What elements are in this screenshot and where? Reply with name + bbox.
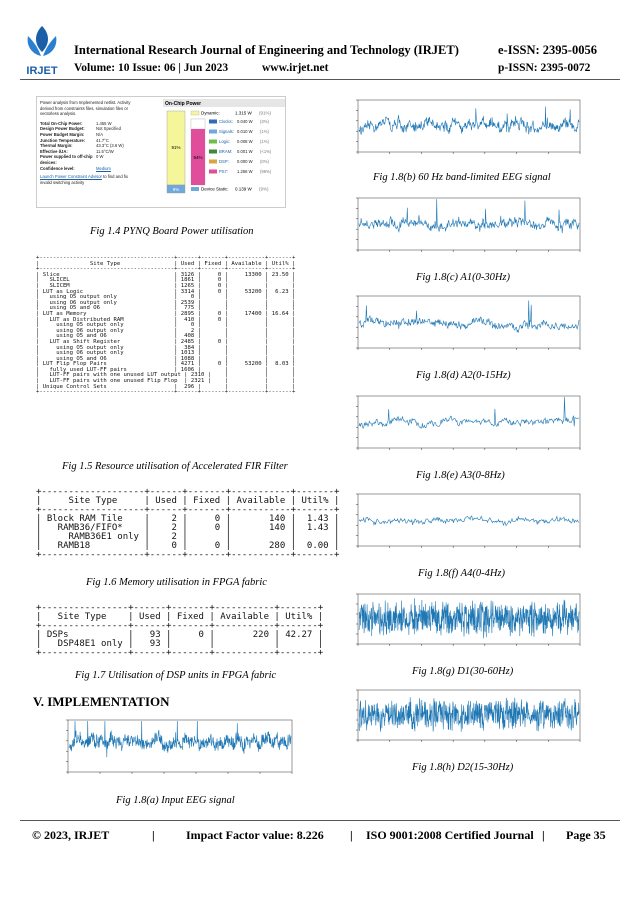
plot-input-eeg bbox=[46, 716, 298, 784]
static-bar-pct: 9% bbox=[172, 187, 180, 192]
power-row-key: Effective ϑJA: bbox=[40, 148, 68, 154]
power-row-key: Design Power Budget: bbox=[40, 126, 85, 132]
caption-fig18b: Fig 1.8(b) 60 Hz band-limited EEG signal bbox=[373, 172, 551, 183]
power-row-value: N/A bbox=[96, 131, 103, 137]
table-row: | Site Type | Used | Fixed | Available | Util% | bbox=[36, 496, 340, 506]
power-item-w: 0.010 W bbox=[237, 129, 253, 134]
dynamic-label: Dynamic: bbox=[201, 110, 220, 116]
signal-trace bbox=[359, 199, 579, 233]
header-divider bbox=[20, 79, 620, 80]
footer-copyright: © 2023, IRJET bbox=[32, 828, 110, 842]
website-link[interactable]: www.irjet.net bbox=[262, 62, 329, 74]
power-item-swatch bbox=[209, 150, 217, 154]
resource-table bbox=[36, 256, 295, 396]
power-item-p: (3%) bbox=[260, 119, 269, 124]
caption-fig15: Fig 1.5 Resource utilisation of Accelerated FIR Filter bbox=[62, 461, 288, 472]
table-row: +----------------+------+-------+-----------+-------+ bbox=[36, 621, 324, 631]
signal-trace bbox=[69, 721, 291, 757]
table-row: +-------------------+------+-------+-----------+-------+ bbox=[36, 505, 340, 515]
caption-fig16: Fig 1.6 Memory utilisation in FPGA fabric bbox=[86, 577, 267, 588]
power-item-p: (1%) bbox=[260, 139, 269, 144]
power-row-value: Medium bbox=[96, 165, 111, 171]
power-item-swatch bbox=[209, 160, 217, 164]
caption-fig17: Fig 1.7 Utilisation of DSP units in FPGA fabric bbox=[75, 670, 277, 681]
table-row: | using O6 output only | 2 | | | | bbox=[36, 327, 296, 334]
caption-fig18g: Fig 1.8(g) D1(30-60Hz) bbox=[412, 666, 514, 677]
plot-a2 bbox=[336, 292, 586, 360]
power-item-swatch bbox=[209, 120, 217, 124]
power-link-tail: to find and fix bbox=[103, 174, 129, 180]
caption-fig18h: Fig 1.8(h) D2(15-30Hz) bbox=[412, 762, 514, 773]
power-row-value: 0 W bbox=[96, 154, 104, 160]
table-row: | SLICEL | 1861 | 0 | | | bbox=[36, 277, 296, 284]
signal-trace bbox=[359, 301, 579, 333]
table-row: | LUT as Shift Register | 2485 | 0 | | | bbox=[36, 338, 296, 345]
power-item-w: 0.000 W bbox=[237, 159, 253, 164]
table-row: | using O5 and O6 | 408 | | | | bbox=[36, 333, 296, 340]
power-item-swatch bbox=[209, 140, 217, 144]
power-item-p: (96%) bbox=[260, 169, 272, 174]
ps-pct: 94% bbox=[193, 155, 203, 160]
power-intro-2: derived from constraints files, simulation files or bbox=[40, 105, 128, 111]
signal-trace bbox=[359, 516, 579, 526]
table-row: | using O5 output only | 0 | | | | bbox=[36, 294, 296, 301]
power-item-name: PS7: bbox=[219, 169, 229, 174]
signal-trace bbox=[359, 107, 579, 135]
power-row-value: 11.5°C/W bbox=[96, 148, 114, 154]
volume-info: Volume: 10 Issue: 06 | Jun 2023 bbox=[74, 62, 229, 74]
footer-iso: ISO 9001:2008 Certified Journal bbox=[366, 828, 534, 842]
onchip-title: On-Chip Power bbox=[165, 101, 202, 107]
table-row: +----------------+------+-------+-----------+-------+ bbox=[36, 603, 324, 613]
table-row: | LUT as Logic | 3314 | 0 | 53200 | 6.23 | bbox=[36, 288, 296, 295]
static-pct: (9%) bbox=[259, 186, 269, 192]
table-row: | SLICEM | 1265 | 0 | | | bbox=[36, 282, 296, 289]
journal-title: International Research Journal of Engineering and Technology (IRJET) bbox=[74, 43, 459, 57]
memory-table bbox=[36, 488, 339, 560]
caption-fig18a: Fig 1.8(a) Input EEG signal bbox=[116, 795, 235, 806]
table-row: | using O6 output only | 2539 | | | | bbox=[36, 299, 296, 306]
power-intro-3: vectorless analysis. bbox=[40, 111, 77, 117]
power-row-key: Power Budget Margin: bbox=[40, 131, 85, 137]
page-header bbox=[0, 0, 638, 86]
table-row: | LUT-FF pairs with one unused LUT output | 2310 | | | | bbox=[36, 372, 296, 379]
power-item-name: Logic: bbox=[219, 139, 231, 144]
plot-60hz-eeg bbox=[336, 96, 586, 164]
power-row-value: 43.3°C (3.6 W) bbox=[96, 143, 124, 149]
static-value: 0.139 W bbox=[235, 186, 252, 192]
plot-frame bbox=[358, 494, 580, 546]
signal-trace bbox=[359, 397, 579, 428]
signal-trace bbox=[359, 697, 579, 732]
footer-sep-2: | bbox=[350, 828, 353, 842]
plot-a4 bbox=[336, 490, 586, 558]
power-item-swatch bbox=[209, 130, 217, 134]
power-item-p: (1%) bbox=[260, 129, 269, 134]
power-item-w: 1.256 W bbox=[237, 169, 253, 174]
table-row: | using O5 and O6 | 1088 | | | | bbox=[36, 355, 296, 362]
table-row: | Slice | 3126 | 0 | 13300 | 23.50 | bbox=[36, 271, 296, 278]
power-row-value: Not Specified bbox=[96, 126, 121, 132]
eissn: e-ISSN: 2395-0056 bbox=[498, 43, 597, 57]
power-row-value: 1.455 W bbox=[96, 120, 112, 126]
power-row-key: Confidence level: bbox=[40, 165, 75, 171]
caption-fig18d: Fig 1.8(d) A2(0-15Hz) bbox=[416, 370, 511, 381]
power-row-value: 41.7°C bbox=[96, 137, 109, 143]
caption-fig18e: Fig 1.8(e) A3(0-8Hz) bbox=[416, 470, 505, 481]
plot-d1 bbox=[336, 590, 586, 656]
table-row: | RAMB36E1 only | 2 | | | | bbox=[36, 532, 340, 542]
table-row: +-------------------+------+-------+-----------+-------+ bbox=[36, 487, 340, 497]
dynamic-value: 1.315 W bbox=[235, 110, 252, 116]
power-row-key: Total On-Chip Power: bbox=[40, 120, 83, 126]
table-row: | using O5 output only | 0 | | | | bbox=[36, 322, 296, 329]
irjet-logo-icon bbox=[20, 22, 64, 80]
footer-sep-3: | bbox=[542, 828, 545, 842]
power-item-name: BRAM: bbox=[219, 149, 233, 154]
table-row: +-------------------+------+-------+-----------+-------+ bbox=[36, 550, 340, 560]
power-intro-1: Power analysis from Implemented netlist. Activity bbox=[40, 100, 131, 105]
power-item-p: (0%) bbox=[260, 159, 269, 164]
table-row: | LUT as Memory | 2895 | 0 | 17400 | 16.64 | bbox=[36, 310, 296, 317]
caption-fig18c: Fig 1.8(c) A1(0-30Hz) bbox=[416, 272, 510, 283]
dynamic-bar-pct: 91% bbox=[171, 145, 181, 150]
power-summary bbox=[40, 100, 158, 185]
power-report-figure bbox=[36, 96, 286, 208]
power-row-key: Junction Temperature: bbox=[40, 137, 86, 143]
table-row: | LUT-FF pairs with one unused Flip Flop | 2321 | | | | bbox=[36, 378, 296, 385]
table-row: | DSPs | 93 | 0 | 220 | 42.27 | bbox=[36, 630, 324, 640]
power-row-key: Power supplied to off-chip devices: bbox=[40, 154, 93, 165]
plot-d2 bbox=[336, 686, 586, 752]
power-item-name: Clocks: bbox=[219, 119, 233, 124]
dsp-table bbox=[36, 604, 323, 658]
power-item-w: 0.001 W bbox=[237, 149, 253, 154]
caption-fig18f: Fig 1.8(f) A4(0-4Hz) bbox=[418, 568, 505, 579]
power-item-w: 0.040 W bbox=[237, 119, 253, 124]
table-row: | DSP48E1 only | 93 | | | | bbox=[36, 639, 324, 649]
plot-a3 bbox=[336, 392, 586, 460]
power-item-name: Signals: bbox=[219, 129, 234, 134]
footer-impact: Impact Factor value: 8.226 bbox=[186, 828, 324, 842]
footer-divider bbox=[20, 820, 620, 821]
table-row: | fully used LUT-FF pairs | 1606 | | | | bbox=[36, 366, 296, 373]
table-row: | Unique Control Sets | 296 | | | | bbox=[36, 383, 296, 390]
pissn: p-ISSN: 2395-0072 bbox=[498, 62, 591, 74]
footer-sep-1: | bbox=[152, 828, 155, 842]
power-rows bbox=[40, 121, 158, 171]
power-item-name: DSP: bbox=[219, 159, 229, 164]
power-advisor-link[interactable]: Launch Power Constraint Advisor bbox=[40, 174, 102, 180]
table-row: | using O5 and O6 | 775 | | | | bbox=[36, 305, 296, 312]
dynamic-pct: (91%) bbox=[259, 110, 272, 116]
power-item-list bbox=[209, 119, 272, 174]
section-heading: V. IMPLEMENTATION bbox=[33, 694, 170, 709]
onchip-power-panel bbox=[163, 99, 285, 205]
footer-page: Page 35 bbox=[566, 828, 606, 842]
table-row: +----------------------------------------+------+-------+-----------+-------+ bbox=[36, 266, 296, 273]
table-row: | Site Type | Used | Fixed | Available | Util% | bbox=[36, 612, 324, 622]
power-item-w: 0.008 W bbox=[237, 139, 253, 144]
table-row: | using O6 output only | 1013 | | | | bbox=[36, 350, 296, 357]
logo-text: IRJET bbox=[26, 65, 58, 77]
power-row bbox=[40, 154, 158, 165]
onchip-power-chart bbox=[163, 99, 285, 205]
table-row: +----------------+------+-------+-----------+-------+ bbox=[36, 648, 324, 658]
table-row: | LUT Flip Flop Pairs | 4271 | 0 | 53200 | 8.03 | bbox=[36, 361, 296, 368]
table-row: | Block RAM Tile | 2 | 0 | 140 | 1.43 | bbox=[36, 514, 340, 524]
signal-trace bbox=[359, 598, 579, 638]
caption-fig14: Fig 1.4 PYNQ Board Power utilisation bbox=[90, 226, 254, 237]
table-row: +----------------------------------------+------+-------+-----------+-------+ bbox=[36, 255, 296, 261]
table-row: | using O5 output only | 384 | | | | bbox=[36, 344, 296, 351]
table-row: | RAMB18 | 0 | 0 | 280 | 0.00 | bbox=[36, 541, 340, 551]
power-row-key: Thermal Margin: bbox=[40, 143, 73, 149]
table-row: | Site Type | Used | Fixed | Available | Util% | bbox=[36, 260, 296, 267]
table-row: | RAMB36/FIFO* | 2 | 0 | 140 | 1.43 | bbox=[36, 523, 340, 533]
static-label: Device Static: bbox=[201, 186, 229, 192]
power-item-swatch bbox=[209, 170, 217, 174]
power-item-p: (<1%) bbox=[260, 149, 272, 154]
power-link-tail2: invalid switching activity bbox=[40, 179, 85, 185]
table-row: +----------------------------------------+------+-------+-----------+-------+ bbox=[36, 389, 296, 396]
plot-a1 bbox=[336, 194, 586, 262]
table-row: | LUT as Distributed RAM | 410 | 0 | | | bbox=[36, 316, 296, 323]
